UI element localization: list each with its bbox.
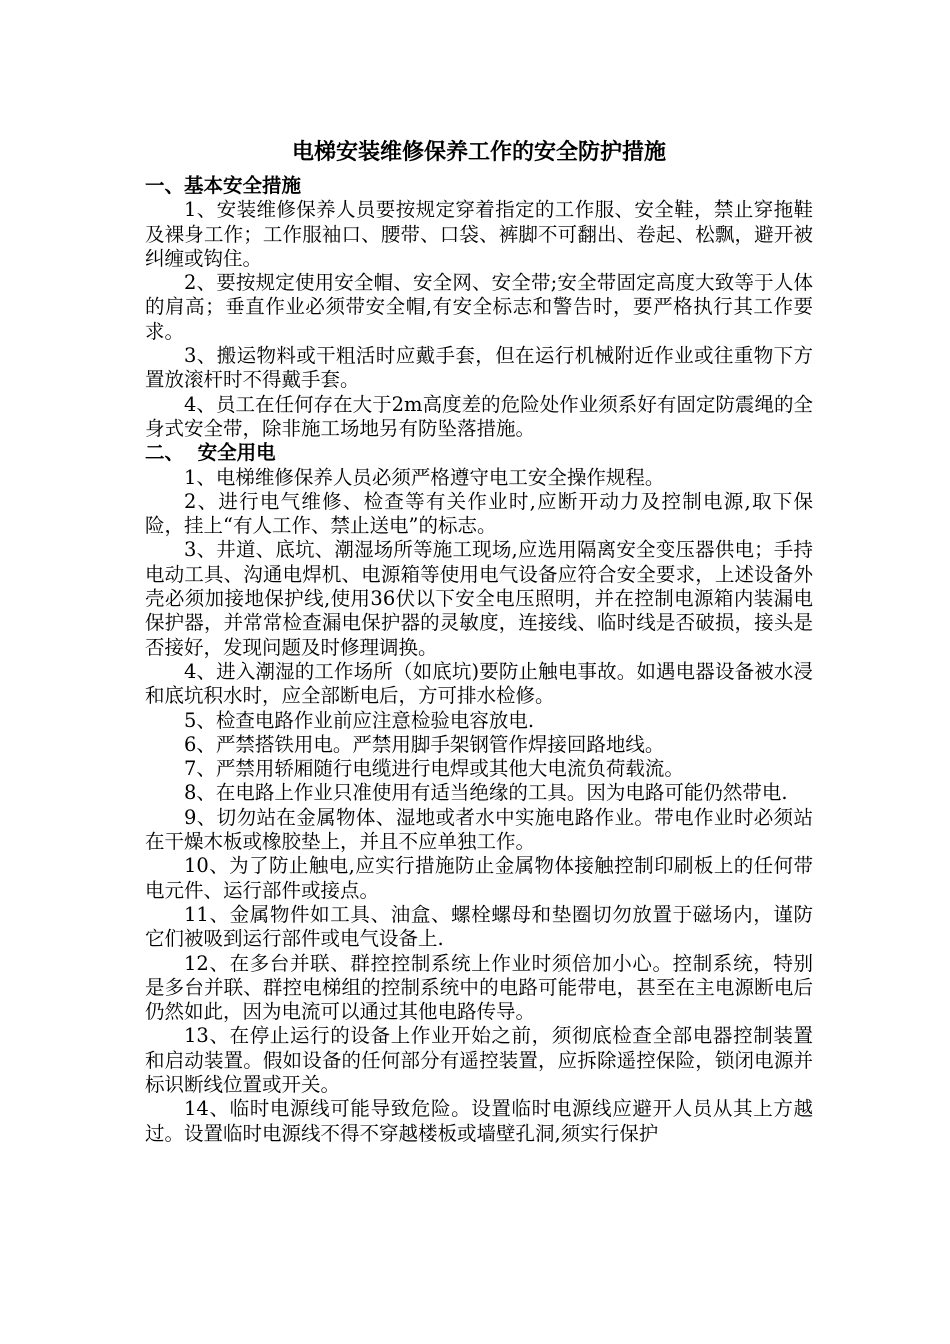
paragraph: 3、井道、底坑、潮湿场所等施工现场,应选用隔离安全变压器供电；手持电动工具、沟通电焊机、电源箱等使用电气设备应符合安全要求，上述设备外壳必须加接地保护线,使用36伏以下安全电压照明，并在控制电源箱内装漏电保护器，并常常检查漏电保护器的灵敏度，连接线、临时线是否破损，接头是否接好，发现问题及时修理调换。 — [145, 538, 813, 659]
section-basic-safety — [145, 174, 813, 441]
paragraph: 14、临时电源线可能导致危险。设置临时电源线应避开人员从其上方越过。设置临时电源线不得不穿越楼板或墙壁孔洞,须实行保护 — [145, 1097, 813, 1145]
paragraph: 13、在停止运行的设备上作业开始之前，须彻底检查全部电器控制装置和启动装置。假如设备的任何部分有遥控装置，应拆除遥控保险，锁闭电源并标识断线位置或开关。 — [145, 1024, 813, 1096]
paragraph: 6、严禁搭铁用电。严禁用脚手架钢管作焊接回路地线。 — [184, 732, 665, 756]
section-electrical-safety — [145, 441, 813, 1146]
paragraph: 12、在多台并联、群控控制系统上作业时须倍加小心。控制系统，特别是多台并联、群控电梯组的控制系统中的电路可能带电，甚至在主电源断电后仍然如此，因为电流可以通过其他电路传导。 — [145, 951, 813, 1024]
paragraph: 10、为了防止触电,应实行措施防止金属物体接触控制印刷板上的任何带电元件、运行部件或接点。 — [145, 854, 813, 902]
paragraph: 4、员工在任何存在大于2m高度差的危险处作业须系好有固定防震绳的全身式安全带，除非施工场地另有防坠落措施。 — [145, 392, 813, 440]
paragraph: 5、检查电路作业前应注意检验电容放电. — [184, 708, 535, 732]
paragraph: 2、要按规定使用安全帽、安全网、安全带;安全带固定高度大致等于人体的肩高；垂直作业必须带安全帽,有安全标志和警告时，要严格执行其工作要求。 — [145, 271, 813, 343]
paragraph: 7、严禁用轿厢随行电缆进行电焊或其他大电流负荷载流。 — [184, 757, 684, 781]
section-heading: 一、基本安全措施 — [145, 174, 302, 197]
paragraph: 1、电梯维修保养人员必须严格遵守电工安全操作规程。 — [184, 465, 665, 489]
section-heading: 二、 安全用电 — [145, 441, 276, 465]
paragraph: 8、在电路上作业只准使用有适当绝缘的工具。因为电路可能仍然带电. — [184, 781, 788, 805]
paragraph: 4、进入潮湿的工作场所（如底坑)要防止触电事故。如遇电器设备被水浸和底坑积水时，应全部断电后，方可排水检修。 — [145, 659, 813, 708]
paragraph: 11、金属物件如工具、油盒、螺栓螺母和垫圈切勿放置于磁场内，谨防它们被吸到运行部件或电气设备上. — [145, 902, 813, 951]
document-title: 电梯安装维修保养工作的安全防护措施 — [291, 140, 666, 165]
paragraph: 3、搬运物料或干粗活时应戴手套，但在运行机械附近作业或往重物下方置放滚杆时不得戴手套。 — [145, 344, 813, 392]
document-page — [145, 136, 813, 1146]
paragraph: 1、安装维修保养人员要按规定穿着指定的工作服、安全鞋，禁止穿拖鞋及裸身工作；工作服袖口、腰带、口袋、裤脚不可翻出、卷起、松飘，避开被纠缠或钩住。 — [145, 198, 813, 270]
paragraph: 2、进行电气维修、检查等有关作业时,应断开动力及控制电源,取下保险，挂上“有人工作、禁止送电”的标志。 — [145, 489, 813, 538]
paragraph: 9、切勿站在金属物体、湿地或者水中实施电路作业。带电作业时必须站在干燥木板或橡胶垫上，并且不应单独工作。 — [145, 805, 813, 854]
